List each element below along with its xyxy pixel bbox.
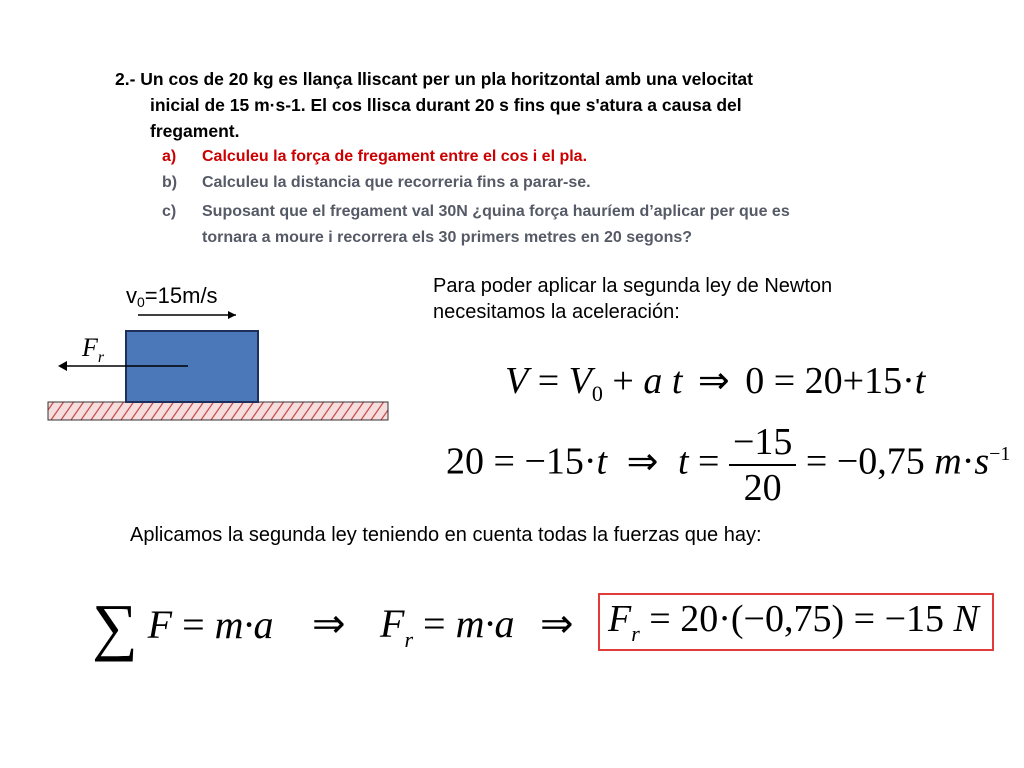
result-box: $F_r = 20\cdot(-0,75) = -15$ N [598, 593, 994, 651]
equation-acceleration: 20 = −15·t ⇒ t = $\frac{-15}{20}$ = −0,75 $m\cdot s^{-1}$ [446, 421, 1011, 509]
arrow-1: ⇒ [312, 601, 346, 646]
equation-friction: $F_r = m\cdot a$ [380, 601, 515, 652]
problem-line-3: fregament. [150, 121, 240, 141]
explanation: Para poder aplicar la segunda ley de Newton necesitamos la aceleración: [433, 275, 833, 323]
problem-statement [115, 66, 995, 144]
question-a: a) Calculeu la força de fregament entre el cos i el pla. [162, 148, 588, 165]
problem-line-2: inicial de 15 m·s-1. El cos llisca durant 20 s fins que s'atura a causa del [150, 95, 742, 115]
block-diagram [40, 300, 400, 430]
friction-label: $F_r$ [82, 333, 105, 366]
arrow-2: ⇒ [540, 601, 574, 646]
ground-hatch [48, 402, 388, 420]
equation-sum-forces: ∑ F = m·a [92, 591, 274, 662]
equation-velocity: $V = V_0 + a$ t ⇒ 0 = 20+15·t [505, 360, 926, 406]
friction-arrow-head [58, 361, 67, 371]
problem-line-1: 2.- Un cos de 20 kg es llança lliscant per un pla horitzontal amb una velocitat [115, 69, 753, 89]
velocity-label: v0=15m/s [126, 283, 218, 310]
question-c: c) Suposant que el fregament val 30N ¿quina força hauríem d’aplicar per que es tornara a moure i recorrera els 30 primers metres en 20 segons? [162, 203, 790, 246]
apply-text: Aplicamos la segunda ley teniendo en cuenta todas la fuerzas que hay: [130, 524, 762, 546]
question-b: b) Calculeu la distancia que recorreria fins a parar-se. [162, 174, 591, 191]
fraction: $\frac{-15}{20}$ [729, 420, 796, 510]
velocity-arrow-head [228, 311, 236, 319]
